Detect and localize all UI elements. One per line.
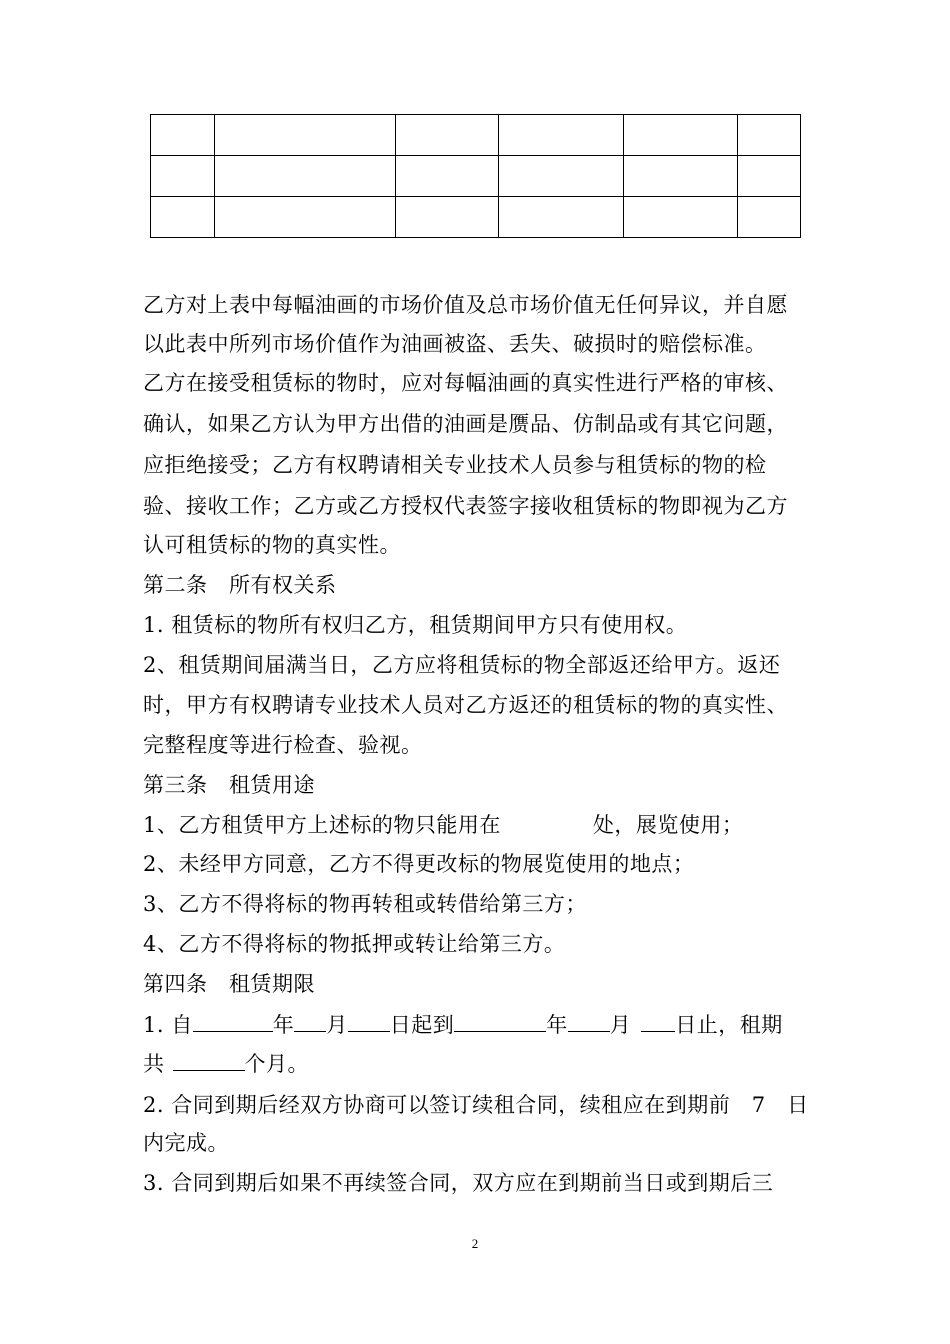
total-prefix: 共 [143, 1052, 165, 1076]
end-month-blank [568, 1009, 610, 1032]
table-cell [215, 156, 396, 197]
table-cell [624, 156, 738, 197]
paragraph-line: 确认，如果乙方认为甲方出借的油画是赝品、仿制品或有其它问题， [143, 412, 788, 436]
article3-item1-before: 1、乙方租赁甲方上述标的物只能用在 [143, 813, 501, 837]
artwork-table [150, 114, 801, 238]
item1-prefix: 1. 自 [143, 1013, 193, 1037]
paragraph-line: 认可租赁标的物的真实性。 [143, 533, 401, 557]
article2-item2-line: 时，甲方有权聘请专业技术人员对乙方返还的租赁标的物的真实性、 [143, 693, 788, 717]
day-start-label: 日起到 [389, 1013, 455, 1037]
start-day-blank [348, 1009, 390, 1032]
table-cell [151, 115, 215, 156]
month-label: 月 [609, 1013, 632, 1037]
table-row [151, 156, 801, 197]
table-cell [624, 197, 738, 238]
total-suffix: 个月。 [244, 1052, 309, 1076]
article2-item2-line: 2、租赁期间届满当日，乙方应将租赁标的物全部返还给甲方。返还 [143, 653, 781, 677]
article3-item4: 4、乙方不得将标的物抵押或转让给第三方。 [143, 932, 566, 956]
table-cell [499, 115, 624, 156]
table-cell [624, 115, 738, 156]
year-label: 年 [546, 1013, 568, 1037]
article3-item1 [143, 810, 813, 840]
start-month-blank [294, 1009, 326, 1032]
article3-item1-after: 处，展览使用； [592, 813, 744, 837]
paragraph-line: 以此表中所列市场价值作为油画被盗、丢失、破损时的赔偿标准。 [143, 332, 767, 356]
table-cell [396, 115, 499, 156]
article2-item1: 1. 租赁标的物所有权归乙方，租赁期间甲方只有使用权。 [143, 613, 688, 637]
table-cell [738, 197, 801, 238]
article2-heading: 第二条 所有权关系 [143, 573, 337, 597]
article2-item2-line: 完整程度等进行检查、验视。 [143, 733, 423, 757]
page-number: 2 [471, 1236, 479, 1251]
table-cell [499, 197, 624, 238]
article4-item1-total [143, 1048, 813, 1079]
table-cell [151, 156, 215, 197]
table-cell [396, 156, 499, 197]
paragraph-line: 验、接收工作；乙方或乙方授权代表签字接收租赁标的物即视为乙方 [143, 494, 788, 518]
article4-item1 [143, 1009, 813, 1040]
table-row [151, 197, 801, 238]
day-end-label: 日止，租期 [675, 1013, 783, 1037]
article3-item3: 3、乙方不得将标的物再转租或转借给第三方； [143, 892, 587, 916]
end-year-blank [454, 1009, 546, 1032]
table-cell [738, 156, 801, 197]
year-label: 年 [272, 1013, 295, 1037]
table-cell [738, 115, 801, 156]
article3-item2: 2、未经甲方同意，乙方不得更改标的物展览使用的地点； [143, 852, 695, 876]
paragraph-line: 应拒绝接受；乙方有权聘请相关专业技术人员参与租赁标的物的检 [143, 453, 767, 477]
total-months-blank [173, 1048, 245, 1071]
table-cell [215, 115, 396, 156]
table-cell [396, 197, 499, 238]
table-cell [499, 156, 624, 197]
paragraph-line: 乙方对上表中每幅油画的市场价值及总市场价值无任何异议，并自愿 [143, 293, 788, 317]
article4-heading: 第四条 租赁期限 [143, 972, 315, 996]
article4-item2-line: 内完成。 [143, 1131, 229, 1155]
article3-heading: 第三条 租赁用途 [143, 773, 315, 797]
month-label: 月 [326, 1013, 348, 1037]
article4-item2-line: 2. 合同到期后经双方协商可以签订续租合同，续租应在到期前 7 日 [143, 1093, 809, 1117]
table-cell [151, 197, 215, 238]
end-day-blank [641, 1009, 675, 1032]
table-cell [215, 197, 396, 238]
article4-item3: 3. 合同到期后如果不再续签合同，双方应在到期前当日或到期后三 [143, 1171, 774, 1195]
start-year-blank [193, 1009, 273, 1032]
table-row [151, 115, 801, 156]
paragraph-line: 乙方在接受租赁标的物时，应对每幅油画的真实性进行严格的审核、 [143, 371, 788, 395]
